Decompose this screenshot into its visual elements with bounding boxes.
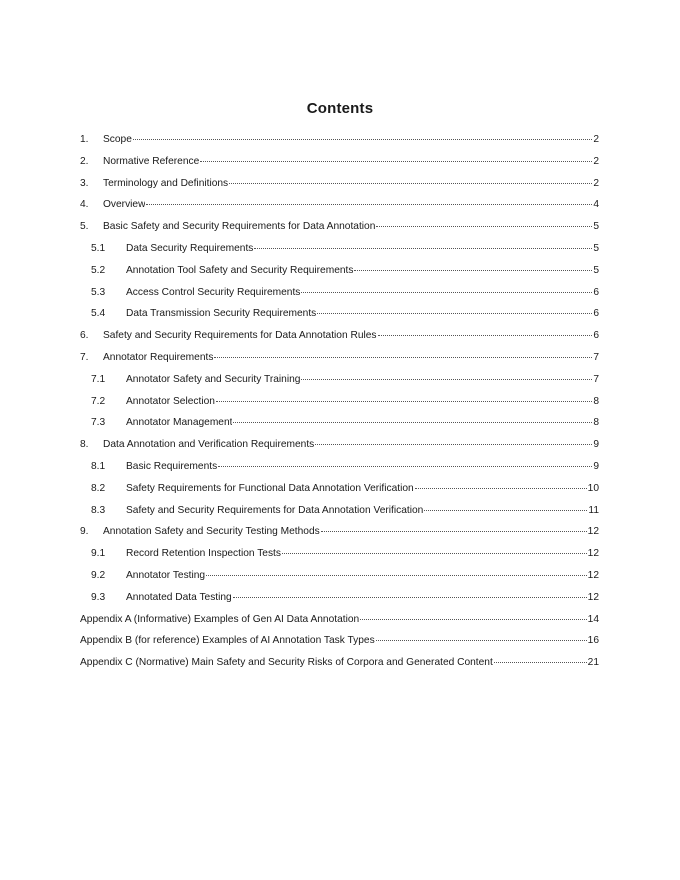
toc-entry[interactable] bbox=[80, 526, 599, 548]
toc-entry[interactable] bbox=[80, 287, 599, 309]
toc-entry-title: Basic Safety and Security Requirements for Data Annotation bbox=[103, 221, 376, 233]
toc-dot-leader bbox=[376, 640, 587, 641]
toc-dot-leader bbox=[317, 313, 592, 314]
toc-entry-number: 7.1 bbox=[91, 373, 106, 385]
toc-dot-leader bbox=[282, 553, 587, 554]
toc-dot-leader bbox=[321, 531, 587, 532]
page-title: Contents bbox=[306, 100, 374, 117]
toc-entry[interactable] bbox=[80, 221, 599, 243]
toc-entry-page-number: 2 bbox=[593, 134, 599, 145]
toc-entry-number: 8. bbox=[80, 439, 89, 451]
toc-dot-leader bbox=[229, 183, 592, 184]
toc-entry-title: Appendix A (Informative) Examples of Gen AI Data Annotation bbox=[80, 613, 360, 625]
toc-entry-number: 9.3 bbox=[91, 591, 106, 603]
toc-entry-title: Normative Reference bbox=[103, 155, 200, 167]
toc-entry[interactable] bbox=[80, 461, 599, 483]
toc-dot-leader bbox=[216, 401, 592, 402]
toc-entry[interactable] bbox=[80, 265, 599, 287]
toc-entry-number: 7. bbox=[80, 351, 89, 363]
toc-dot-leader bbox=[146, 204, 592, 205]
toc-entry-page-number: 8 bbox=[593, 417, 599, 429]
toc-dot-leader bbox=[415, 488, 587, 489]
toc-entry-title: Annotator Management bbox=[126, 417, 233, 429]
toc-entry-number: 9.1 bbox=[91, 548, 106, 560]
toc-entry[interactable] bbox=[80, 439, 599, 461]
toc-entry-title: Annotator Selection bbox=[126, 395, 215, 407]
toc-entry-title: Safety and Security Requirements for Data Annotation Rules bbox=[103, 330, 377, 342]
toc-entry-title: Annotator Safety and Security Training bbox=[126, 373, 301, 385]
toc-entry-title: Record Retention Inspection Tests bbox=[126, 548, 281, 560]
toc-entry-page-number: 10 bbox=[587, 482, 599, 494]
toc-dot-leader bbox=[233, 422, 592, 423]
toc-entry-title: Annotation Safety and Security Testing Methods bbox=[103, 526, 320, 538]
toc-entry[interactable] bbox=[80, 243, 599, 265]
toc-dot-leader bbox=[301, 292, 592, 293]
toc-entry[interactable] bbox=[80, 592, 599, 614]
toc-entry-page-number: 8 bbox=[593, 395, 599, 407]
toc-entry-page-number: 6 bbox=[593, 330, 599, 342]
toc-entry-number: 8.3 bbox=[91, 504, 106, 516]
toc-entry-title: Annotated Data Testing bbox=[126, 591, 232, 603]
toc-entry-number: 5.1 bbox=[91, 242, 106, 254]
toc-entry-number: 9. bbox=[80, 526, 89, 538]
toc-entry-page-number: 7 bbox=[593, 351, 599, 363]
toc-entry[interactable] bbox=[80, 417, 599, 439]
toc-entry-page-number: 2 bbox=[593, 177, 599, 189]
toc-entry[interactable] bbox=[80, 505, 599, 527]
toc-dot-leader bbox=[378, 335, 593, 336]
toc-entry-page-number: 12 bbox=[587, 548, 599, 560]
toc-entry-page-number: 7 bbox=[593, 373, 599, 385]
toc-entry-title: Data Security Requirements bbox=[126, 242, 254, 254]
toc-entry[interactable] bbox=[80, 614, 599, 636]
toc-dot-leader bbox=[200, 161, 592, 162]
toc-entry-number: 5. bbox=[80, 221, 89, 233]
toc-entry-page-number: 21 bbox=[587, 657, 599, 669]
toc-entry-title: Appendix C (Normative) Main Safety and Security Risks of Corpora and Generated Content bbox=[80, 657, 493, 669]
toc-entry-number: 8.1 bbox=[91, 460, 106, 472]
toc-entry[interactable] bbox=[80, 156, 599, 178]
toc-entry-number: 8.2 bbox=[91, 482, 106, 494]
toc-dot-leader bbox=[254, 248, 592, 249]
toc-entry-page-number: 5 bbox=[593, 221, 599, 233]
toc-entry-page-number: 6 bbox=[593, 286, 599, 298]
toc-entry[interactable] bbox=[80, 330, 599, 352]
toc-entry[interactable] bbox=[80, 635, 599, 657]
toc-dot-leader bbox=[360, 619, 586, 620]
toc-dot-leader bbox=[206, 575, 587, 576]
toc-entry-title: Access Control Security Requirements bbox=[126, 286, 301, 298]
toc-entry-number: 4. bbox=[80, 199, 89, 211]
toc-entry[interactable] bbox=[80, 396, 599, 418]
toc-entry[interactable] bbox=[80, 308, 599, 330]
toc-entry-number: 9.2 bbox=[91, 569, 106, 581]
toc-entry-page-number: 12 bbox=[587, 591, 599, 603]
toc-entry-page-number: 5 bbox=[593, 264, 599, 276]
toc-entry-number: 7.2 bbox=[91, 395, 106, 407]
toc-entry[interactable] bbox=[80, 352, 599, 374]
toc-entry-page-number: 6 bbox=[593, 308, 599, 320]
toc-entry-number: 1. bbox=[80, 134, 89, 145]
toc-entry-number: 5.2 bbox=[91, 264, 106, 276]
toc-entry-page-number: 12 bbox=[587, 569, 599, 581]
toc-entry-page-number: 9 bbox=[593, 460, 599, 472]
toc-entry[interactable] bbox=[80, 199, 599, 221]
toc-entry[interactable] bbox=[80, 374, 599, 396]
toc-entry[interactable] bbox=[80, 483, 599, 505]
toc-entry-number: 7.3 bbox=[91, 417, 106, 429]
toc-dot-leader bbox=[301, 379, 592, 380]
table-of-contents bbox=[80, 134, 599, 679]
toc-entry-title: Scope bbox=[103, 134, 132, 145]
toc-entry-page-number: 16 bbox=[587, 635, 599, 647]
toc-dot-leader bbox=[354, 270, 592, 271]
toc-entry-page-number: 4 bbox=[593, 199, 599, 211]
toc-entry-number: 6. bbox=[80, 330, 89, 342]
toc-entry-title: Safety and Security Requirements for Data Annotation Verification bbox=[126, 504, 424, 516]
toc-entry-page-number: 9 bbox=[593, 439, 599, 451]
toc-entry-title: Safety Requirements for Functional Data Annotation Verification bbox=[126, 482, 414, 494]
toc-entry-page-number: 14 bbox=[587, 613, 599, 625]
toc-entry-page-number: 12 bbox=[587, 526, 599, 538]
toc-entry-page-number: 2 bbox=[593, 155, 599, 167]
toc-entry-number: 3. bbox=[80, 177, 89, 189]
toc-dot-leader bbox=[376, 226, 592, 227]
toc-dot-leader bbox=[233, 597, 587, 598]
toc-entry-title: Terminology and Definitions bbox=[103, 177, 229, 189]
toc-entry-title: Appendix B (for reference) Examples of AI Annotation Task Types bbox=[80, 635, 375, 647]
toc-entry-number: 5.4 bbox=[91, 308, 106, 320]
toc-entry-title: Data Transmission Security Requirements bbox=[126, 308, 317, 320]
toc-dot-leader bbox=[494, 662, 587, 663]
toc-entry-title: Annotation Tool Safety and Security Requirements bbox=[126, 264, 354, 276]
toc-dot-leader bbox=[424, 510, 587, 511]
toc-entry-number: 2. bbox=[80, 155, 89, 167]
toc-entry[interactable] bbox=[80, 657, 599, 679]
toc-entry-title: Overview bbox=[103, 199, 146, 211]
toc-entry-title: Annotator Requirements bbox=[103, 351, 214, 363]
toc-dot-leader bbox=[218, 466, 592, 467]
toc-entry-number: 5.3 bbox=[91, 286, 106, 298]
toc-entry-title: Basic Requirements bbox=[126, 460, 218, 472]
toc-entry-title: Data Annotation and Verification Requirements bbox=[103, 439, 315, 451]
toc-entry[interactable] bbox=[80, 178, 599, 200]
toc-dot-leader bbox=[315, 444, 592, 445]
toc-entry[interactable] bbox=[80, 570, 599, 592]
toc-entry[interactable] bbox=[80, 548, 599, 570]
toc-dot-leader bbox=[133, 139, 592, 140]
toc-entry[interactable] bbox=[80, 134, 599, 156]
toc-entry-page-number: 11 bbox=[588, 504, 599, 516]
toc-entry-title: Annotator Testing bbox=[126, 569, 206, 581]
toc-dot-leader bbox=[214, 357, 592, 358]
toc-entry-page-number: 5 bbox=[593, 242, 599, 254]
